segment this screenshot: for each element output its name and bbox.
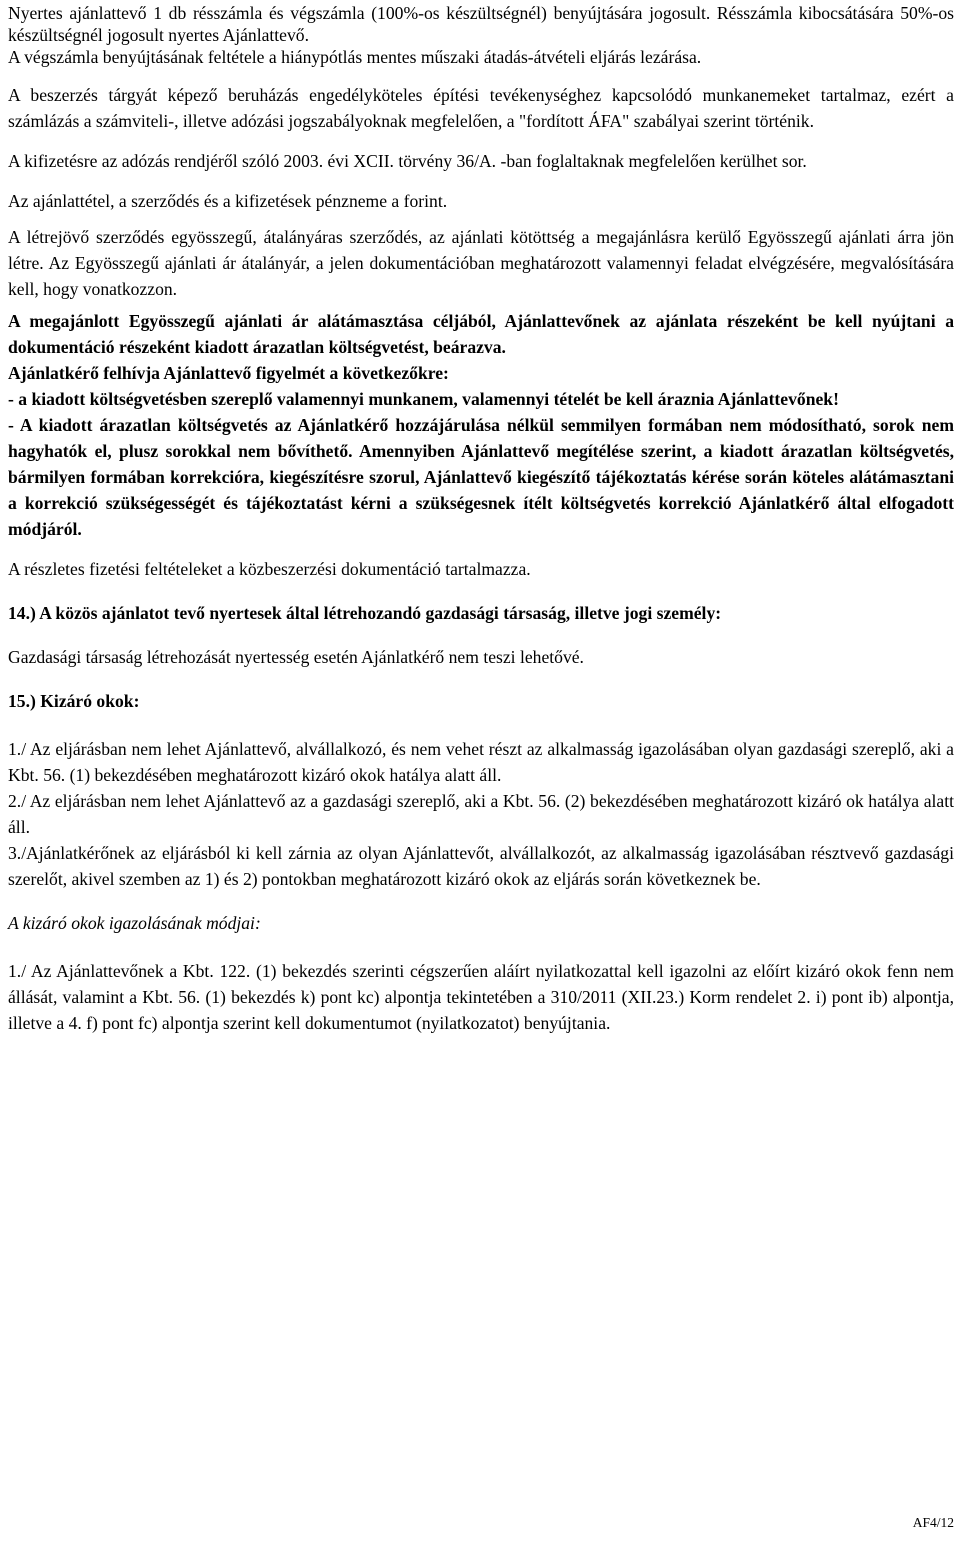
paragraph-exclusion-2: 2./ Az eljárásban nem lehet Ajánlattevő az a gazdasági szereplő, aki a Kbt. 56. (2) bekezdésében meghatározott kizáró ok hatálya alatt áll.	[8, 791, 954, 837]
section-heading-14	[8, 600, 954, 626]
paragraph-budget-modification: - A kiadott árazatlan költségvetés az Ajánlatkérő hozzájárulása nélkül semmilyen formában nem módosítható, sorok nem hagyhatók el, plusz sorokkal nem bővíthető. Amennyiben Ajánlattevő megítélése szerint, a kiadott árazatlan költségvetés, bármilyen formában korrekcióra, kiegészítésre szorul, Ajánlattevő kiegészítő tájékoztatás kérése során köteles alátámasztani a korrekció szükségességét és tájékoztatást kérni a szükségesnek ítélt költségvetés korrekció Ajánlatkérő által elfogadott módjáról.	[8, 415, 954, 539]
lump-sum-sentence-1: A létrejövő szerződés egyösszegű, átalányáras szerződés, az ajánlati kötöttség a megajánlásra kerülő Egyösszegű ajánlati árra jön létre.	[8, 227, 954, 273]
section-heading-15: 15.) Kizáró okok:	[8, 691, 140, 711]
document-page	[8, 0, 954, 1036]
paragraph-invoice-rights: Nyertes ajánlattevő 1 db résszámla és végszámla (100%-os készültségnél) benyújtására jogosult. Résszámla kibocsátására 50%-os készültségnél jogosult nyertes Ajánlattevő.	[8, 3, 954, 45]
page-reference: AF4/12	[912, 1515, 954, 1530]
lump-sum-sentence-2: Az Egyösszegű ajánlati ár átalányár, a jelen dokumentációban meghatározott valamennyi feladat elvégzésére, megvalósítására kell, hogy vonatkozzon.	[8, 253, 954, 299]
paragraph-final-invoice-condition: A végszámla benyújtásának feltétele a hiánypótlás mentes műszaki átadás-átvételi eljárás lezárása.	[8, 47, 702, 67]
paragraph-budget-items: - a kiadott költségvetésben szereplő valamennyi munkanem, valamennyi tételét be kell áraznia Ajánlattevőnek!	[8, 389, 839, 409]
paragraph-proof-1: 1./ Az Ajánlattevőnek a Kbt. 122. (1) bekezdés szerinti cégszerűen aláírt nyilatkozattal kell igazolni az előírt kizáró okok fenn nem állását, valamint a Kbt. 56. (1) bekezdés k) pont kc) alpontja tekintetében a 310/2011 (XII.23.) Korm rendelet 2. i) pont ib) alpontja, illetve a 4. f) pont fc) alpontja szerint kell dokumentumot (nyilatkozatot) benyújtania.	[8, 961, 954, 1033]
paragraph-exclusion-1: 1./ Az eljárásban nem lehet Ajánlattevő, alvállalkozó, és nem vehet részt az alkalmasság igazolásában olyan gazdasági szereplő, aki a Kbt. 56. (1) bekezdésében meghatározott kizáró okok hatálya alatt áll.	[8, 739, 954, 785]
paragraph-currency: Az ajánlattétel, a szerződés és a kifizetések pénzneme a forint.	[8, 191, 448, 211]
paragraph-budget-requirement: A megajánlott Egyösszegű ajánlati ár alátámasztása céljából, Ajánlattevőnek az ajánlata részeként be kell nyújtani a dokumentáció részeként kiadott árazatlan költségvetést, beárazva.	[8, 311, 954, 357]
paragraph-reverse-vat: A beszerzés tárgyát képező beruházás engedélyköteles építési tevékenységhez kapcsolódó munkanemeket tartalmaz, ezért a számlázás a számviteli-, illetve adózási jogszabályoknak megfelelően, a "fordított ÁFA" szabályai szerint történik.	[8, 85, 954, 131]
paragraph-payment-law: A kifizetésre az adózás rendjéről szóló 2003. évi XCII. törvény 36/A. -ban foglaltaknak megfelelően kerülhet sor.	[8, 151, 807, 171]
section-number-14: 14.)	[8, 603, 36, 623]
paragraph-exclusion-3: 3./Ajánlatkérőnek az eljárásból ki kell zárnia az olyan Ajánlattevőt, alvállalkozót, az alkalmasság igazolásában résztvevő gazdasági szerelőt, akivel szemben az 1) és 2) pontokban meghatározott kizáró okok az eljárás során következnek be.	[8, 843, 954, 889]
paragraph-company-formation: Gazdasági társaság létrehozását nyertesség esetén Ajánlatkérő nem teszi lehetővé.	[8, 647, 584, 667]
paragraph-lump-sum-contract	[8, 224, 954, 302]
paragraph-payment-terms: A részletes fizetési feltételeket a közbeszerzési dokumentáció tartalmazza.	[8, 559, 531, 579]
section-title-14: A közös ajánlatot tevő nyertesek által létrehozandó gazdasági társaság, illetve jogi személy:	[35, 603, 722, 623]
paragraph-attention: Ajánlatkérő felhívja Ajánlattevő figyelmét a következőkre:	[8, 363, 449, 383]
subheading-proof-methods: A kizáró okok igazolásának módjai:	[8, 913, 261, 933]
